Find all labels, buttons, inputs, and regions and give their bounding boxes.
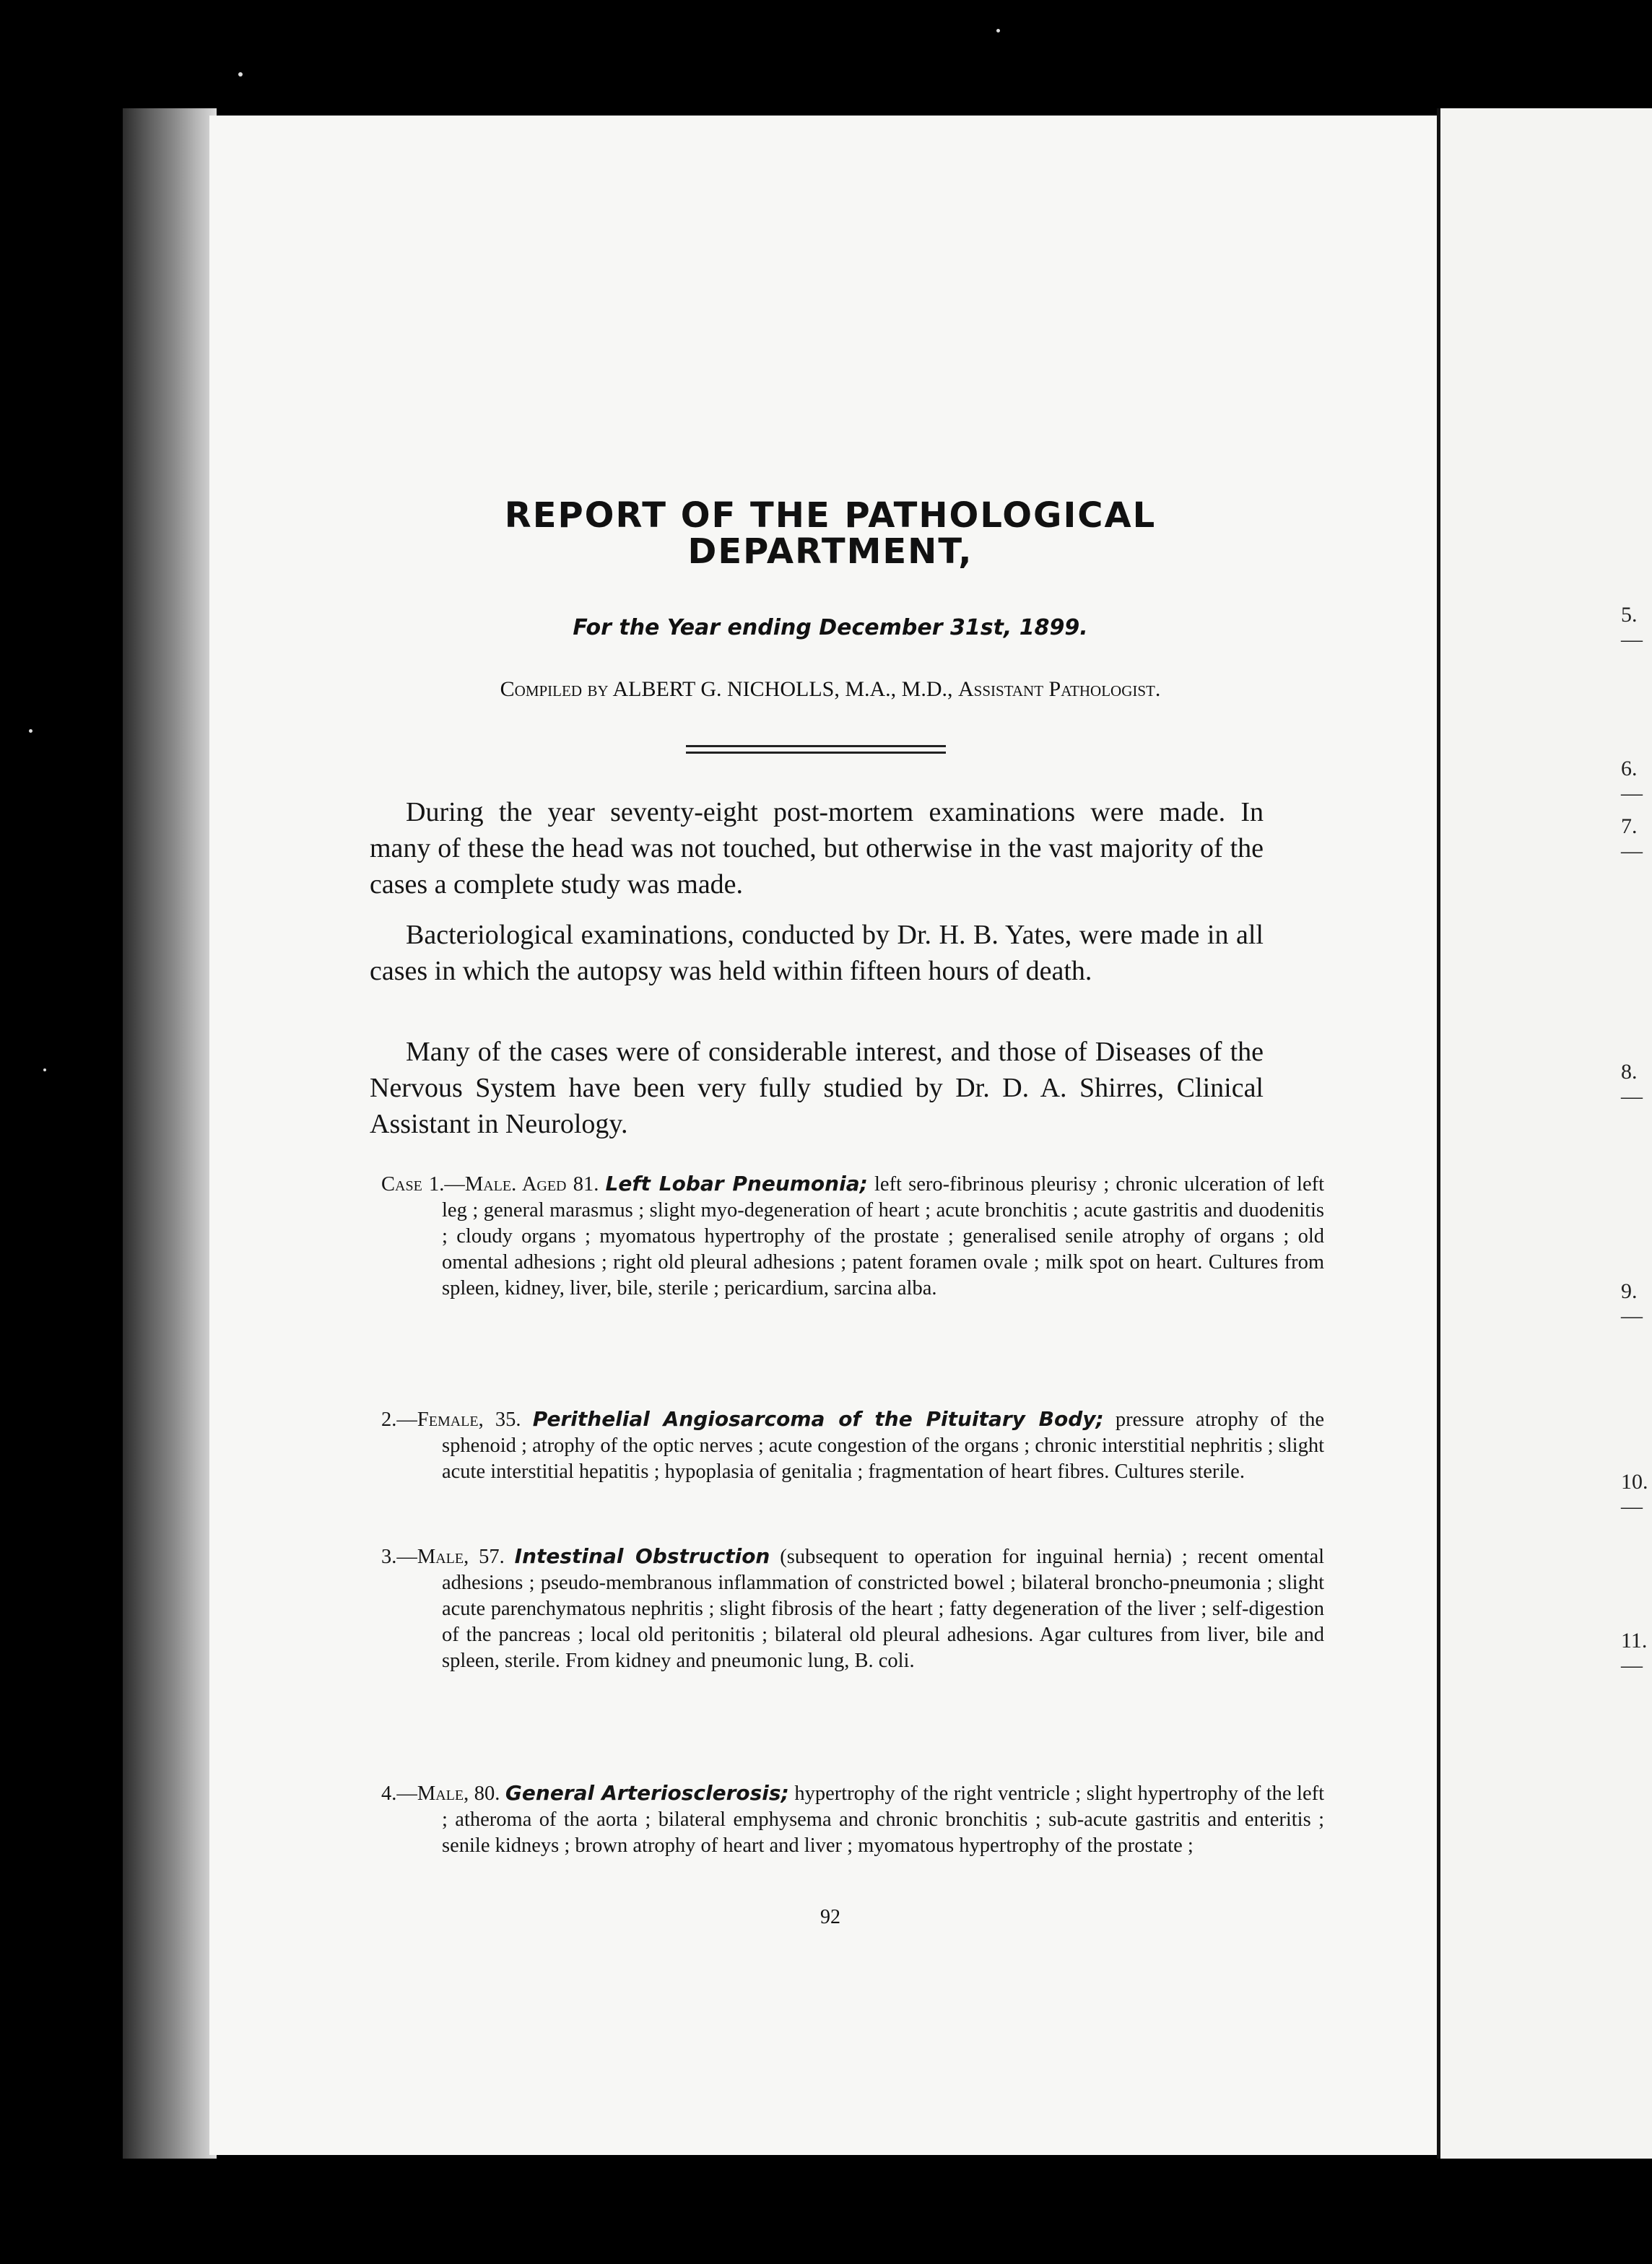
case-diagnosis: General Arteriosclerosis; — [505, 1781, 789, 1805]
case-entry-3 — [381, 1544, 1324, 1674]
case-details: hypertrophy of the right ventricle ; slight hypertrophy of the left ; atheroma of the aorta ; bilateral emphysema and chronic bronchitis ; sub-acute gastritis and enteritis ; senile kidneys ; brown atrophy of heart and liver ; myomatous hypertrophy of the prostate ; — [442, 1782, 1325, 1857]
case-heading: 4.—Male, 80. — [381, 1782, 500, 1805]
case-heading: 3.—Male, 57. — [381, 1546, 505, 1568]
facing-page-marker: 9.— — [1621, 1279, 1643, 1328]
compiled-by-line — [217, 677, 1444, 702]
case-details: pressure atrophy of the sphenoid ; atrophy of the optic nerves ; acute congestion of the organs ; chronic interstitial nephritis ; slight acute interstitial hepatitis ; hypoplasia of genitalia ; fragmentation of heart fibres. Cultures sterile. — [442, 1409, 1325, 1483]
case-diagnosis: Intestinal Obstruction — [514, 1544, 770, 1568]
intro-paragraph-1: During the year seventy-eight post-mortem examinations were made. In many of these the head was not touched, but otherwise in the vast majority of the cases a complete study was made. — [370, 797, 1264, 900]
report-title-line-1: REPORT OF THE PATHOLOGICAL — [504, 495, 1157, 536]
case-entry-1 — [381, 1171, 1324, 1302]
facing-page-marker: 11.— — [1621, 1629, 1648, 1677]
case-entry-4 — [381, 1780, 1324, 1859]
double-rule-top — [686, 745, 946, 747]
case-details: (subsequent to operation for inguinal hernia) ; recent omental adhesions ; pseudo-membranous inflammation of constricted bowel ; bilateral broncho-pneumonia ; slight acute parenchymatous nephritis ; slight fibrosis of the heart ; fatty degeneration of the liver ; self-digestion of the pancreas ; local old peritonitis ; bilateral old pleural adhesions. Agar cultures from liver, bile and spleen, sterile. From kidney and pneumonic lung, B. coli. — [442, 1546, 1325, 1672]
case-heading: 2.—Female, 35. — [381, 1409, 521, 1431]
case-diagnosis: Left Lobar Pneumonia; — [605, 1172, 868, 1196]
report-title-line-2: DEPARTMENT, — [687, 531, 973, 572]
intro-paragraph-2: Bacteriological examinations, conducted by Dr. H. B. Yates, were made in all cases in which the autopsy was held within fifteen hours of death. — [370, 920, 1264, 986]
compiler-role: Assistant Pathologist. — [958, 677, 1161, 701]
intro-paragraph-3: Many of the cases were of considerable interest, and those of Diseases of the Nervous System have been very fully studied by Dr. D. A. Shirres, Clinical Assistant in Neurology. — [370, 1037, 1264, 1139]
facing-page — [1437, 108, 1652, 2159]
case-entry-2 — [381, 1406, 1324, 1485]
case-heading: Case 1.—Male. Aged 81. — [381, 1173, 599, 1196]
facing-page-marker: 5.— — [1621, 603, 1643, 651]
scan-speck — [996, 29, 1000, 32]
facing-page-marker: 10.— — [1621, 1470, 1648, 1518]
scan-speck — [238, 72, 243, 77]
compiler-name: ALBERT G. NICHOLLS, M.A., M.D., — [612, 677, 953, 701]
double-rule-bottom — [686, 752, 946, 754]
facing-page-marker: 7.— — [1621, 814, 1643, 863]
scan-speck — [29, 729, 32, 733]
compiled-by-label: Compiled by — [500, 677, 609, 701]
book-page-edges — [123, 108, 217, 2159]
facing-page-marker: 8.— — [1621, 1060, 1643, 1108]
case-details: left sero-fibrinous pleurisy ; chronic ulceration of left leg ; general marasmus ; slight myo-degeneration of heart ; acute bronchitis ; acute gastritis and duodenitis ; cloudy organs ; myomatous hypertrophy of the prostate ; generalised senile atrophy of organs ; old omental adhesions ; right old pleural adhesions ; patent foramen ovale ; milk spot on heart. Cultures from spleen, kidney, liver, bile, sterile ; pericardium, sarcina alba. — [442, 1173, 1325, 1299]
page-number: 92 — [820, 1906, 840, 1928]
case-diagnosis: Perithelial Angiosarcoma of the Pituitary Body; — [532, 1407, 1104, 1431]
facing-page-marker: 6.— — [1621, 757, 1643, 805]
scan-speck — [43, 1068, 46, 1071]
report-subtitle: For the Year ending December 31st, 1899. — [573, 615, 1088, 640]
